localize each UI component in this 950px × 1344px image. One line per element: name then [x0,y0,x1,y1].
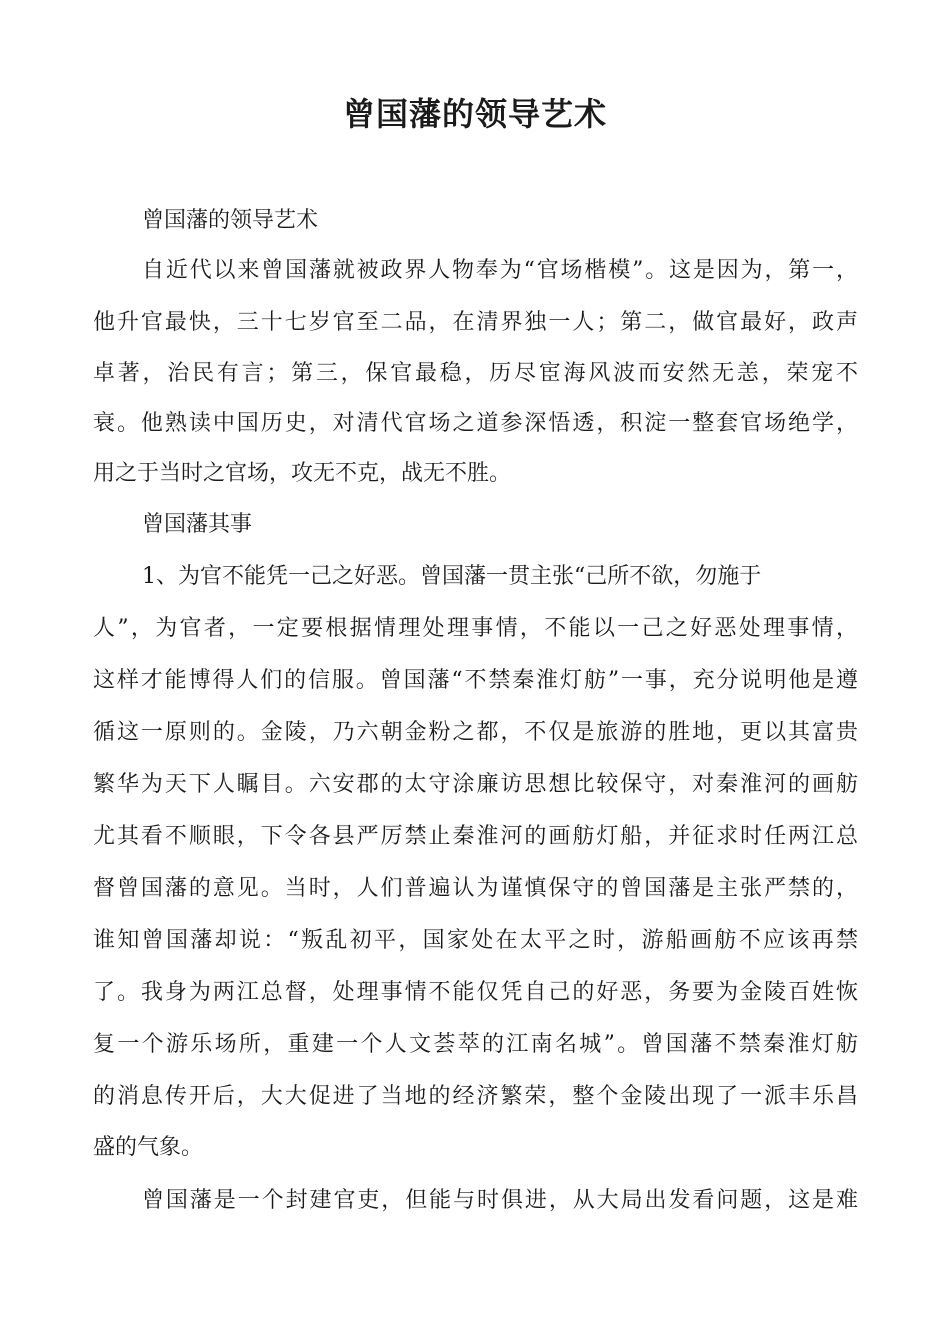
body-line: 他升官最快，三十七岁官至二品，在清界独一人；第二，做官最好，政声 [93,310,858,335]
subtitle-line: 曾国藩的领导艺术 [142,208,319,233]
body-line: 循这一原则的。金陵，乃六朝金粉之都，不仅是旅游的胜地，更以其富贵 [93,720,858,745]
body-line: 1、为官不能凭一己之好恶。曾国藩一贯主张“己所不欲，勿施于 [142,564,762,589]
body-line: 这样才能博得人们的信服。曾国藩“不禁秦淮灯舫”一事，充分说明他是遵 [93,668,858,693]
body-line: 复一个游乐场所，重建一个人文荟萃的江南名城”。曾国藩不禁秦淮灯舫 [93,1032,858,1057]
body-line: 盛的气象。 [93,1135,204,1160]
section-heading: 曾国藩其事 [142,512,253,537]
body-line: 卓著，治民有言；第三，保官最稳，历尽宦海风波而安然无恙，荣宠不 [93,361,858,386]
body-line: 衰。他熟读中国历史，对清代官场之道参深悟透，积淀一整套官场绝学， [93,411,858,436]
body-line: 尤其看不顺眼，下令各县严厉禁止秦淮河的画舫灯船，并征求时任两江总 [93,824,858,849]
body-line: 督曾国藩的意见。当时，人们普遍认为谨慎保守的曾国藩是主张严禁的， [93,876,858,901]
body-line: 了。我身为两江总督，处理事情不能仅凭自己的好恶，务要为金陵百姓恢 [93,980,858,1005]
body-line: 的消息传开后，大大促进了当地的经济繁荣，整个金陵出现了一派丰乐昌 [93,1084,858,1109]
body-line: 用之于当时之官场，攻无不克，战无不胜。 [93,461,512,486]
body-line: 人”，为官者，一定要根据情理处理事情，不能以一己之好恶处理事情， [93,616,858,641]
body-line: 谁知曾国藩却说：“叛乱初平，国家处在太平之时，游船画舫不应该再禁 [93,928,858,953]
body-line: 繁华为天下人瞩目。六安郡的太守涂廉访思想比较保守，对秦淮河的画舫 [93,772,858,797]
body-line: 自近代以来曾国藩就被政界人物奉为“官场楷模”。这是因为，第一， [142,258,858,283]
body-line: 曾国藩是一个封建官吏，但能与时俱进，从大局出发看问题，这是难 [142,1188,858,1213]
document-title: 曾国藩的领导艺术 [342,95,607,133]
